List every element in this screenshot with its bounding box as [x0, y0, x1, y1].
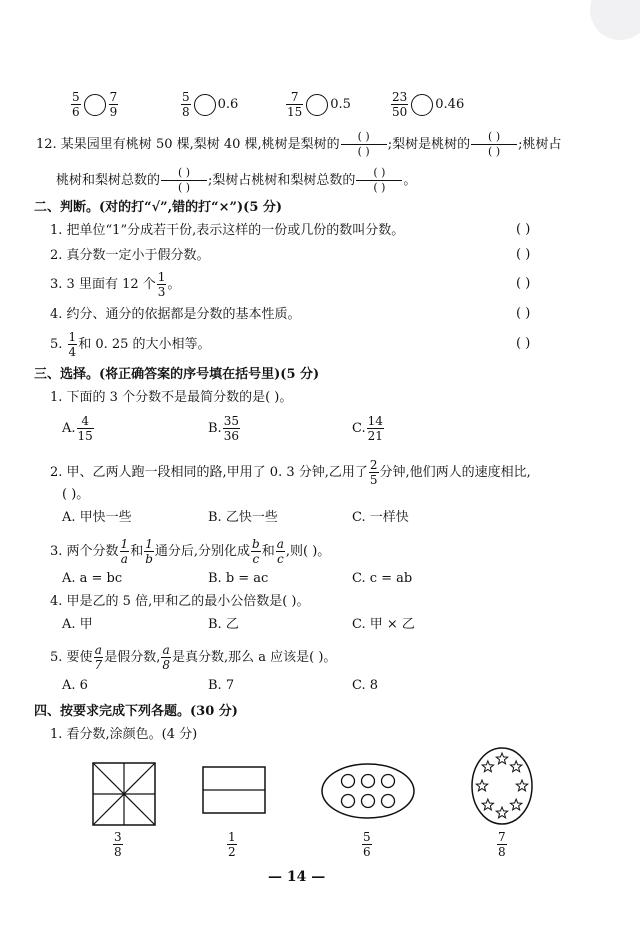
choice-q3 — [50, 537, 330, 566]
judge-item-5 — [50, 330, 211, 359]
q-text: 通分后,分别化成 — [154, 544, 251, 559]
star-icon[interactable] — [482, 761, 493, 772]
compare-circle[interactable] — [84, 94, 106, 116]
fraction: $\frac{7}{8}$ — [498, 830, 506, 859]
option-c[interactable]: C. 8 — [352, 678, 379, 693]
compare-value: 0.46 — [435, 97, 465, 112]
compare-circle[interactable] — [306, 94, 328, 116]
choice-q5 — [50, 643, 336, 672]
oval-circles-figure[interactable] — [320, 762, 416, 820]
fraction: $\frac{2}{5}$ — [369, 458, 378, 487]
option-c[interactable]: C. 甲 × 乙 — [352, 617, 415, 632]
option-c[interactable]: C. $\frac{14}{21}$ — [352, 414, 383, 443]
fraction: $\frac{b}{c}$ — [252, 537, 260, 566]
section-4-q1: 1. 看分数,涂颜色。(4 分) — [50, 727, 198, 742]
compare-value: 0.5 — [330, 97, 351, 112]
fraction: $\frac{1}{2}$ — [228, 830, 236, 859]
judge-text: 和 0. 25 的大小相等。 — [78, 337, 211, 352]
q12-text: ;桃树占 — [518, 137, 562, 152]
q-text: 和 — [130, 544, 144, 559]
fraction: $\frac{1}{4}$ — [68, 330, 77, 359]
q12-line-2 — [56, 166, 416, 195]
option-b[interactable]: B. 7 — [208, 678, 235, 693]
q-text: 和 — [261, 544, 275, 559]
q12-text: ;梨树占桃树和梨树总数的 — [208, 173, 356, 188]
answer-paren[interactable]: ( ) — [516, 336, 531, 351]
figure-1-fraction — [112, 830, 124, 859]
fraction: $\frac{3}{8}$ — [114, 830, 122, 859]
q-text: 分钟,他们两人的速度相比, — [379, 465, 531, 480]
oval-stars-figure[interactable] — [470, 746, 534, 826]
choice-q2 — [50, 458, 531, 487]
compare-circle[interactable] — [194, 94, 216, 116]
section-4-title: 四、按要求完成下列各题。(30 分) — [34, 704, 238, 719]
fraction: $\frac{14}{21}$ — [367, 414, 383, 443]
star-icon[interactable] — [482, 799, 493, 810]
option-a[interactable]: A. a = bc — [62, 571, 123, 586]
compare-item-3 — [285, 90, 351, 119]
q-text: 是假分数, — [104, 650, 161, 665]
option-c[interactable]: C. 一样快 — [352, 510, 409, 525]
judge-text: 。 — [167, 277, 181, 292]
compare-circle[interactable] — [411, 94, 433, 116]
star-icon[interactable] — [510, 761, 521, 772]
fraction: $\frac{1}{b}$ — [145, 537, 153, 566]
q12-text: 。 — [403, 173, 417, 188]
q12-line-1 — [36, 130, 561, 159]
fraction: $\frac{a}{c}$ — [276, 537, 284, 566]
fraction: $\frac{7}{9}$ — [109, 90, 118, 119]
q-text: 2. 甲、乙两人跑一段相同的路,甲用了 0. 3 分钟,乙用了 — [50, 465, 368, 480]
option-a[interactable]: A. $\frac{4}{15}$ — [62, 414, 93, 443]
compare-item-1 — [70, 90, 119, 119]
star-icon[interactable] — [510, 799, 521, 810]
judge-item-3 — [50, 270, 180, 299]
choice-q1: 1. 下面的 3 个分数不是最简分数的是( )。 — [50, 390, 293, 405]
option-a[interactable]: A. 甲 — [62, 617, 93, 632]
option-b[interactable]: B. 乙快一些 — [208, 510, 278, 525]
fraction: $\frac{a}{7}$ — [94, 643, 103, 672]
answer-blank-fraction[interactable]: $\frac{( )}{( )}$ — [341, 130, 387, 159]
judge-text: 3. 3 里面有 12 个 — [50, 277, 156, 292]
fraction: $\frac{5}{6}$ — [363, 830, 371, 859]
judge-item-2: 2. 真分数一定小于假分数。 — [50, 248, 210, 263]
fraction: $\frac{a}{8}$ — [162, 643, 170, 672]
fraction: $\frac{7}{15}$ — [287, 90, 303, 119]
answer-blank-fraction[interactable]: $\frac{( )}{( )}$ — [471, 130, 517, 159]
compare-value: 0.6 — [217, 97, 239, 112]
answer-paren[interactable]: ( ) — [516, 222, 531, 237]
judge-text: 5. — [50, 337, 67, 352]
figure-2-fraction — [226, 830, 238, 859]
judge-item-4: 4. 约分、通分的依据都是分数的基本性质。 — [50, 307, 301, 322]
figure-4-fraction — [496, 830, 508, 859]
fraction: $\frac{1}{a}$ — [120, 537, 129, 566]
compare-item-4 — [390, 90, 464, 119]
option-a[interactable]: A. 6 — [62, 678, 88, 693]
fraction: $\frac{1}{3}$ — [157, 270, 166, 299]
judge-item-1: 1. 把单位“1”分成若干份,表示这样的一份或几份的数叫分数。 — [50, 223, 405, 238]
choice-q2-answer[interactable]: ( )。 — [62, 487, 90, 502]
figure-3-fraction — [361, 830, 373, 859]
square-eighths-figure[interactable] — [92, 762, 156, 826]
fraction: $\frac{5}{6}$ — [72, 90, 80, 119]
answer-paren[interactable]: ( ) — [516, 306, 531, 321]
star-icon[interactable] — [476, 780, 487, 791]
q12-text: 12. 某果园里有桃树 50 棵,梨树 40 棵,桃树是梨树的 — [36, 137, 340, 152]
option-b[interactable]: B. b = ac — [208, 571, 269, 586]
option-b[interactable]: B. 乙 — [208, 617, 239, 632]
rectangle-halves-figure[interactable] — [202, 766, 266, 814]
section-2-title: 二、判断。(对的打“√”,错的打“×”)(5 分) — [34, 200, 283, 215]
answer-blank-fraction[interactable]: $\frac{( )}{( )}$ — [161, 166, 207, 195]
q-text: ,则( )。 — [285, 544, 331, 559]
answer-paren[interactable]: ( ) — [516, 247, 531, 262]
option-c[interactable]: C. c = ab — [352, 571, 413, 586]
page-number: — 14 — — [268, 869, 326, 885]
q-text: 是真分数,那么 a 应该是( )。 — [171, 650, 337, 665]
q12-text: ;梨树是桃树的 — [387, 137, 471, 152]
choice-q4: 4. 甲是乙的 5 倍,甲和乙的最小公倍数是( )。 — [50, 594, 310, 609]
section-3-title: 三、选择。(将正确答案的序号填在括号里)(5 分) — [34, 367, 320, 382]
option-a[interactable]: A. 甲快一些 — [62, 510, 132, 525]
fraction: $\frac{35}{36}$ — [223, 414, 239, 443]
star-icon[interactable] — [496, 753, 507, 764]
compare-item-2 — [180, 90, 238, 119]
fraction: $\frac{4}{15}$ — [77, 414, 93, 443]
q12-text: 桃树和梨树总数的 — [56, 173, 161, 188]
q-text: 3. 两个分数 — [50, 544, 119, 559]
corner-decoration — [590, 0, 640, 40]
star-icon[interactable] — [496, 807, 507, 818]
q-text: 5. 要使 — [50, 650, 93, 665]
star-icon[interactable] — [516, 780, 527, 791]
answer-paren[interactable]: ( ) — [516, 276, 531, 291]
fraction: $\frac{5}{8}$ — [182, 90, 190, 119]
fraction: $\frac{23}{50}$ — [392, 90, 408, 119]
option-b[interactable]: B. $\frac{35}{36}$ — [208, 414, 239, 443]
answer-blank-fraction[interactable]: $\frac{( )}{( )}$ — [356, 166, 402, 195]
